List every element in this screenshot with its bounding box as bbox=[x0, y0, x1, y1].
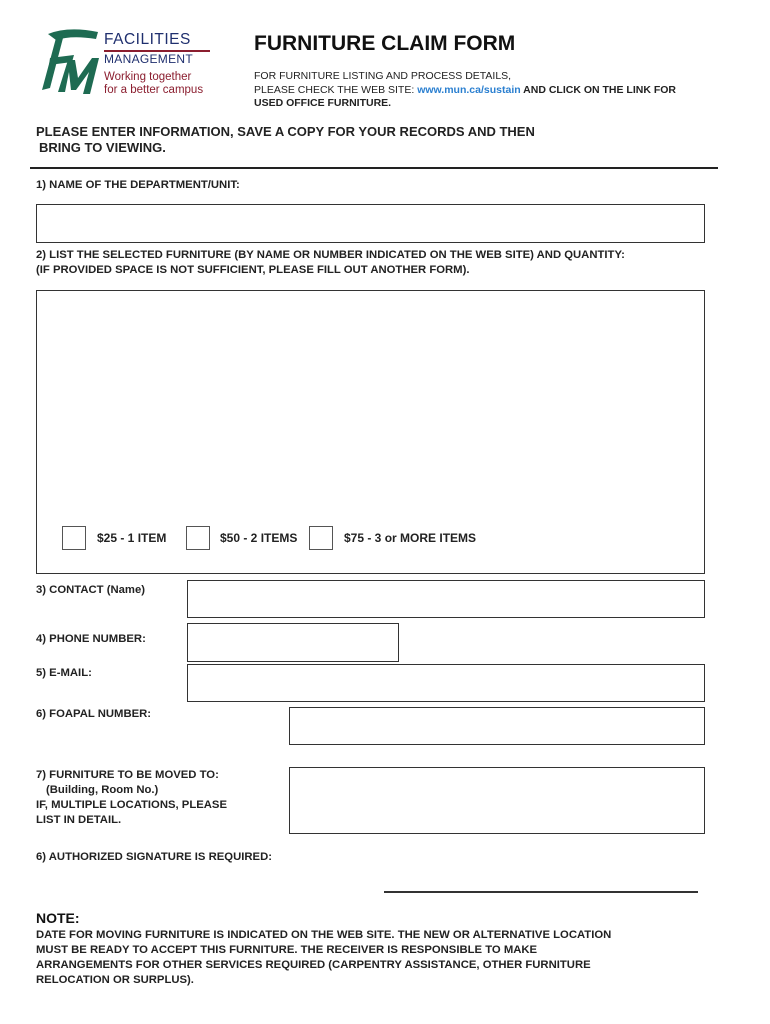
foapal-input[interactable] bbox=[289, 707, 705, 745]
instructions-line-2: BRING TO VIEWING. bbox=[39, 140, 166, 155]
fee-checkbox-50[interactable] bbox=[186, 526, 210, 550]
moved-to-label-3: IF, MULTIPLE LOCATIONS, PLEASE bbox=[36, 799, 228, 811]
divider bbox=[30, 167, 718, 169]
phone-label: 4) PHONE NUMBER: bbox=[36, 633, 146, 645]
furniture-label-2: (IF PROVIDED SPACE IS NOT SUFFICIENT, PLEASE FILL OUT ANOTHER FORM). bbox=[36, 264, 470, 276]
logo-tagline-1: Working together bbox=[104, 71, 192, 83]
moved-to-label-2: (Building, Room No.) bbox=[46, 784, 159, 796]
moved-to-textarea[interactable] bbox=[289, 767, 705, 834]
department-label: 1) NAME OF THE DEPARTMENT/UNIT: bbox=[36, 179, 240, 191]
moved-to-label-4: LIST IN DETAIL. bbox=[36, 814, 122, 826]
header-line-3 bbox=[254, 97, 391, 109]
fm-monogram-icon bbox=[38, 28, 104, 98]
email-input[interactable] bbox=[187, 664, 705, 702]
furniture-label-1: 2) LIST THE SELECTED FURNITURE (BY NAME OR NUMBER INDICATED ON THE WEB SITE) AND QUANTITY: bbox=[36, 249, 625, 261]
note-heading: NOTE: bbox=[36, 910, 80, 926]
fee-label-75: $75 - 3 or MORE ITEMS bbox=[344, 531, 477, 545]
fee-label-50: $50 - 2 ITEMS bbox=[220, 531, 298, 545]
header-line-3-text: USED OFFICE FURNITURE. bbox=[254, 97, 392, 109]
logo-tagline-2: for a better campus bbox=[104, 84, 204, 96]
email-label: 5) E-MAIL: bbox=[36, 667, 92, 679]
signature-line[interactable] bbox=[384, 891, 698, 893]
header-line-2-suffix: AND CLICK ON THE LINK FOR bbox=[520, 84, 677, 96]
sustain-website-link[interactable]: www.mun.ca/sustain bbox=[417, 84, 521, 96]
moved-to-label bbox=[36, 768, 227, 828]
logo-facilities-text: FACILITIES bbox=[104, 31, 191, 48]
fee-checkbox-25[interactable] bbox=[62, 526, 86, 550]
facilities-management-logo bbox=[38, 28, 218, 98]
signature-label: 6) AUTHORIZED SIGNATURE IS REQUIRED: bbox=[36, 851, 272, 863]
logo-management-text: MANAGEMENT bbox=[104, 52, 194, 66]
department-input[interactable] bbox=[36, 204, 705, 243]
instructions bbox=[36, 124, 535, 156]
foapal-label: 6) FOAPAL NUMBER: bbox=[36, 708, 152, 720]
note-line-2: MUST BE READY TO ACCEPT THIS FURNITURE. THE RECEIVER IS RESPONSIBLE TO MAKE bbox=[36, 944, 538, 956]
fee-label-25: $25 - 1 ITEM bbox=[97, 531, 167, 545]
header-line-1: FOR FURNITURE LISTING AND PROCESS DETAILS, bbox=[254, 70, 512, 82]
fee-checkbox-75[interactable] bbox=[309, 526, 333, 550]
instructions-line-1: PLEASE ENTER INFORMATION, SAVE A COPY FOR YOUR RECORDS AND THEN bbox=[36, 124, 535, 139]
note-line-4: RELOCATION OR SURPLUS). bbox=[36, 974, 194, 986]
contact-input[interactable] bbox=[187, 580, 705, 618]
note-line-3: ARRANGEMENTS FOR OTHER SERVICES REQUIRED (CARPENTRY ASSISTANCE, OTHER FURNITURE bbox=[36, 959, 591, 971]
moved-to-label-1: 7) FURNITURE TO BE MOVED TO: bbox=[36, 769, 219, 781]
note-line-1: DATE FOR MOVING FURNITURE IS INDICATED ON THE WEB SITE. THE NEW OR ALTERNATIVE LOCATION bbox=[36, 929, 612, 941]
note-body bbox=[36, 928, 716, 988]
header-line-2-prefix: PLEASE CHECK THE WEB SITE: bbox=[254, 84, 418, 96]
page-title: FURNITURE CLAIM FORM bbox=[254, 32, 516, 55]
header-line-2 bbox=[254, 84, 676, 96]
phone-input[interactable] bbox=[187, 623, 399, 662]
contact-label: 3) CONTACT (Name) bbox=[36, 584, 145, 596]
